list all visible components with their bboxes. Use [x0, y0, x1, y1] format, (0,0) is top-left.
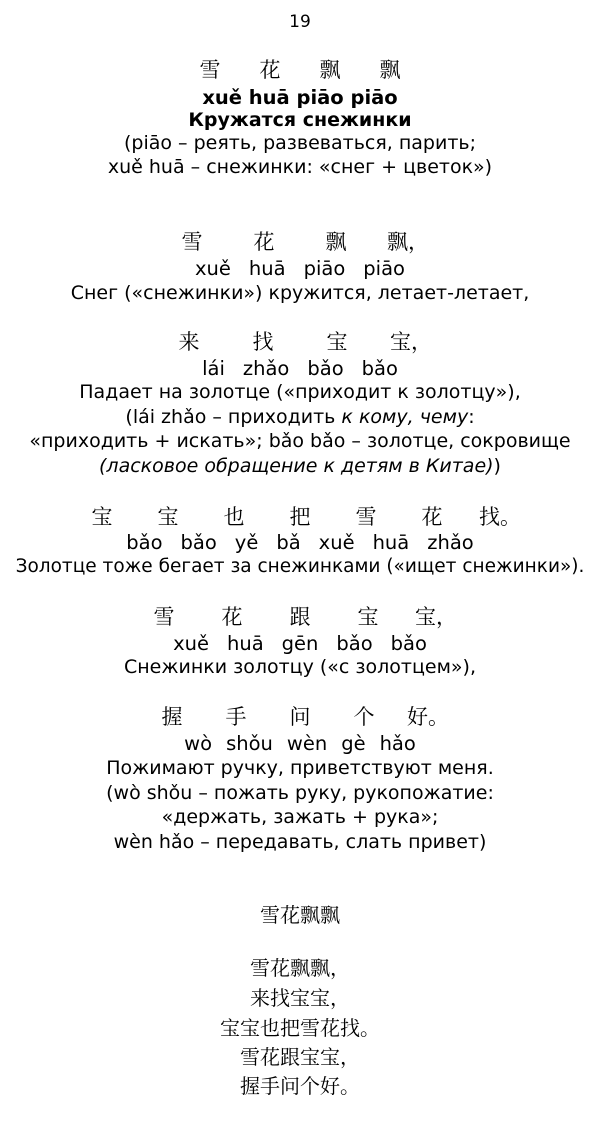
pinyin-syllable: xuě	[173, 632, 209, 655]
pinyin-syllable: bǎo	[180, 531, 217, 554]
stanza3-hanzi	[0, 507, 600, 528]
stanza5-translation: Пожимают ручку, приветствуют меня.	[106, 757, 494, 779]
pinyin-syllable: zhǎo	[242, 357, 290, 380]
pinyin-syllable: xuě	[318, 531, 355, 554]
hanzi-char: 把	[289, 505, 311, 529]
pinyin-syllable: gè	[341, 732, 366, 755]
hanzi-char: 个	[353, 705, 375, 729]
hanzi-char: 飘	[325, 230, 347, 254]
stanza5-note-line: wèn hǎo – передавать, слать привет)	[113, 831, 487, 853]
pinyin-syllable: piāo	[303, 257, 346, 280]
note-italic: к кому, чему	[341, 406, 469, 428]
poem-line: 宝宝也把雪花找。	[220, 1016, 380, 1040]
stanza5-note-line: «держать, зажать + рука»;	[161, 806, 439, 828]
hanzi-char: 雪	[153, 605, 175, 629]
pinyin-syllable: wò	[184, 732, 213, 755]
hanzi-char: 宝，	[415, 605, 457, 629]
pinyin-syllable: piāo	[363, 257, 405, 280]
stanza4-pinyin	[0, 634, 600, 654]
hanzi-char: 手	[225, 705, 247, 729]
pinyin-syllable: huā	[372, 531, 410, 554]
pinyin-syllable: yě	[234, 531, 259, 554]
title-russian: Кружатся снежинки	[188, 109, 412, 131]
poem-line: 雪花飘飘，	[250, 956, 350, 980]
pinyin-syllable: huā	[226, 632, 264, 655]
hanzi-char: 宝	[157, 505, 179, 529]
stanza1-pinyin	[0, 259, 600, 279]
pinyin-syllable: bǎo	[307, 357, 344, 380]
stanza1-translation: Снег («снежинки») кружится, летает-летает,	[70, 282, 530, 304]
note-text: )	[493, 455, 501, 477]
stanza4-translation: Снежинки золотцу («с золотцем»),	[123, 656, 477, 678]
stanza2-note-line	[0, 457, 600, 476]
stanza4-hanzi	[0, 607, 600, 628]
hanzi-char: 好。	[407, 705, 449, 729]
pinyin-syllable: bǎo	[361, 357, 398, 380]
hanzi-char: 宝，	[390, 330, 432, 354]
page-number: 19	[289, 12, 311, 32]
pinyin-syllable: gēn	[281, 632, 319, 655]
note-text: (lái zhǎo – приходить	[125, 406, 342, 428]
hanzi-char: 也	[223, 505, 245, 529]
hanzi-char: 花	[221, 605, 243, 629]
stanza2-translation: Падает на золотце («приходит к золотцу»),	[79, 381, 521, 403]
hanzi-char: 找。	[479, 505, 521, 529]
stanza2-note-line	[0, 408, 600, 427]
hanzi-char: 飘，	[387, 230, 429, 254]
note-italic: (ласковое обращение к детям в Китае)	[99, 455, 494, 477]
poem-line: 握手问个好。	[240, 1074, 360, 1098]
poem-line: 来找宝宝，	[250, 986, 350, 1010]
hanzi-char: 握	[161, 705, 183, 729]
stanza5-hanzi	[0, 707, 600, 728]
pinyin-syllable: xuě	[195, 257, 231, 280]
poem-title: 雪花飘飘	[260, 903, 340, 927]
pinyin-syllable: huā	[248, 257, 286, 280]
hanzi-char: 花	[421, 505, 443, 529]
hanzi-char: 宝	[91, 505, 113, 529]
hanzi-char: 雪	[355, 505, 377, 529]
hanzi-char: 跟	[289, 605, 311, 629]
stanza2-note-line: «приходить + искать»; bǎo bǎo – золотце, сокровище	[29, 430, 571, 452]
hanzi-char: 宝	[357, 605, 379, 629]
title-pinyin: xuě huā piāo piāo	[202, 86, 398, 109]
pinyin-syllable: bǎ	[276, 531, 301, 554]
hanzi-char: 雪	[181, 230, 203, 254]
stanza1-hanzi	[0, 232, 600, 253]
stanza3-pinyin	[0, 533, 600, 553]
poem-line: 雪花跟宝宝，	[240, 1045, 360, 1069]
pinyin-syllable: hǎo	[379, 732, 416, 755]
hanzi-char: 飘	[379, 58, 401, 82]
pinyin-syllable: bǎo	[126, 531, 163, 554]
hanzi-char: 花	[259, 58, 281, 82]
hanzi-char: 来	[178, 330, 200, 354]
stanza2-pinyin	[0, 359, 600, 379]
pinyin-syllable: shǒu	[226, 732, 273, 755]
hanzi-char: 找	[252, 330, 274, 354]
hanzi-char: 雪	[199, 58, 221, 82]
stanza5-note-line: (wò shǒu – пожать руку, рукопожатие:	[106, 782, 494, 804]
hanzi-char: 花	[253, 230, 275, 254]
title-note-line: (piāo – реять, развеваться, парить;	[123, 132, 477, 154]
stanza3-translation: Золотце тоже бегает за снежинками («ищет снежинки»).	[15, 556, 585, 577]
note-text: :	[468, 406, 475, 428]
hanzi-char: 飘	[319, 58, 341, 82]
pinyin-syllable: lái	[202, 357, 225, 380]
pinyin-syllable: bǎo	[390, 632, 427, 655]
title-hanzi	[0, 60, 600, 81]
title-note-line: xuě huā – снежинки: «снег + цветок»)	[107, 156, 493, 178]
stanza2-hanzi	[0, 332, 600, 353]
stanza5-pinyin	[0, 734, 600, 754]
pinyin-syllable: zhǎo	[427, 531, 474, 554]
pinyin-syllable: bǎo	[336, 632, 373, 655]
pinyin-syllable: wèn	[286, 732, 328, 755]
hanzi-char: 宝	[326, 330, 348, 354]
hanzi-char: 问	[289, 705, 311, 729]
